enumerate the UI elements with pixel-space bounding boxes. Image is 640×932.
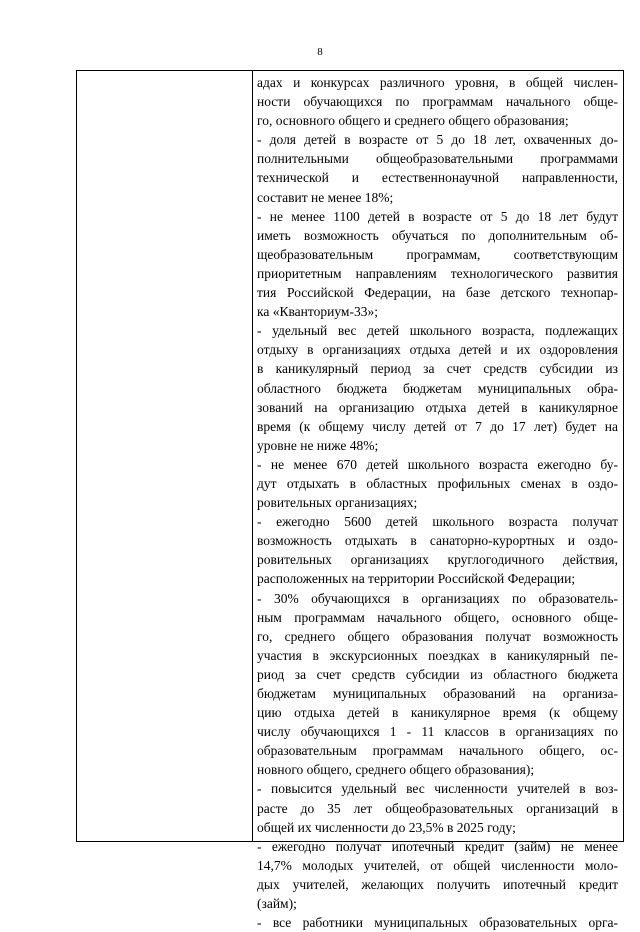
text-line: отдыху в организациях отдыха детей и их оздоровления — [257, 342, 618, 358]
text-line: новного общего, среднего общего образования); — [257, 762, 535, 778]
text-line: ка «Кванториум-33»; — [257, 304, 378, 320]
text-line: ности обучающихся по программам начального обще- — [257, 94, 618, 110]
text-line: составит не менее 18%; — [257, 189, 394, 205]
table-left-cell — [77, 71, 252, 841]
text-line: общей их численности до 23,5% в 2025 году; — [257, 819, 516, 835]
text-line: приоритетным направлениям технологического развития — [257, 265, 618, 281]
text-line: 14,7% молодых учителей, от общей численности моло- — [257, 857, 618, 873]
text-line: участия в экскурсионных поездках в каникулярный пе- — [257, 647, 618, 663]
text-line: образовательным программам начального общего, ос- — [257, 743, 618, 759]
text-line: числу обучающихся 1 - 11 классов в организациях по — [257, 724, 618, 740]
text-line: тия Российской Федерации, на базе детского технопар- — [257, 285, 618, 301]
text-line: адах и конкурсах различного уровня, в общей числен- — [257, 75, 618, 90]
text-line: ным программам начального общего, основного обще- — [257, 609, 618, 625]
text-line: технической и естественнонаучной направленности, — [257, 170, 618, 186]
text-line: щеобразовательным программам, соответствующим — [257, 246, 618, 262]
text-line: - не менее 670 детей школьного возраста ежегодно бу- — [257, 456, 618, 472]
text-line: - ежегодно получат ипотечный кредит (займ) не менее — [257, 838, 618, 854]
text-line: - все работники муниципальных образовательных орга- — [257, 915, 618, 931]
text-line: го, основного общего и среднего общего образования; — [257, 113, 569, 129]
text-line: областного бюджета бюджетам муниципальных обра- — [257, 380, 618, 396]
page-number: 8 — [317, 46, 323, 58]
text-line: - 30% обучающихся в организациях по образователь- — [257, 590, 618, 606]
text-line: в каникулярный период за счет средств субсидии из — [257, 361, 618, 377]
text-line: уровне не ниже 48%; — [257, 437, 379, 453]
text-line: цию отдыха детей в каникулярное время (к общему — [257, 705, 618, 721]
document-table — [76, 70, 624, 931]
table-right-cell — [257, 73, 618, 931]
text-line: бюджетам муниципальных образований на организа- — [257, 686, 618, 701]
text-line: - удельный вес детей школьного возраста, подлежащих — [257, 323, 618, 339]
text-line: ровительных организациях круглогодичного действия, — [257, 552, 618, 568]
text-line: (займ); — [257, 896, 297, 912]
text-line: дут отдыхать в областных профильных сменах в оздо- — [257, 475, 618, 491]
text-line: возможность отдыхать в санаторно-курортных и оздо- — [257, 533, 618, 549]
text-line: полнительными общеобразовательными программами — [257, 151, 618, 167]
text-line: ровительных организациях; — [257, 495, 418, 511]
text-line: - доля детей в возрасте от 5 до 18 лет, охваченных до- — [257, 132, 618, 148]
text-line: - повысится удельный вес численности учителей в воз- — [257, 781, 618, 797]
text-line: зований на организацию отдыха детей в каникулярное — [257, 399, 618, 415]
text-line: время (к общему числу детей от 7 до 17 лет) будет на — [257, 418, 618, 434]
text-line: - ежегодно 5600 детей школьного возраста получат — [257, 514, 618, 530]
text-line: риод за счет средств субсидии из областного бюджета — [257, 666, 618, 682]
text-line: - не менее 1100 детей в возрасте от 5 до 18 лет будут — [257, 208, 618, 224]
table-column-divider — [252, 71, 253, 841]
text-line: го, среднего общего образования получат возможность — [257, 628, 618, 644]
text-line: расположенных на территории Российской Федерации; — [257, 571, 576, 587]
text-line: дых учителей, желающих получить ипотечный кредит — [257, 876, 618, 892]
text-line: расте до 35 лет общеобразовательных организаций в — [257, 800, 618, 816]
text-line: иметь возможность обучаться по дополнительным об- — [257, 227, 618, 243]
